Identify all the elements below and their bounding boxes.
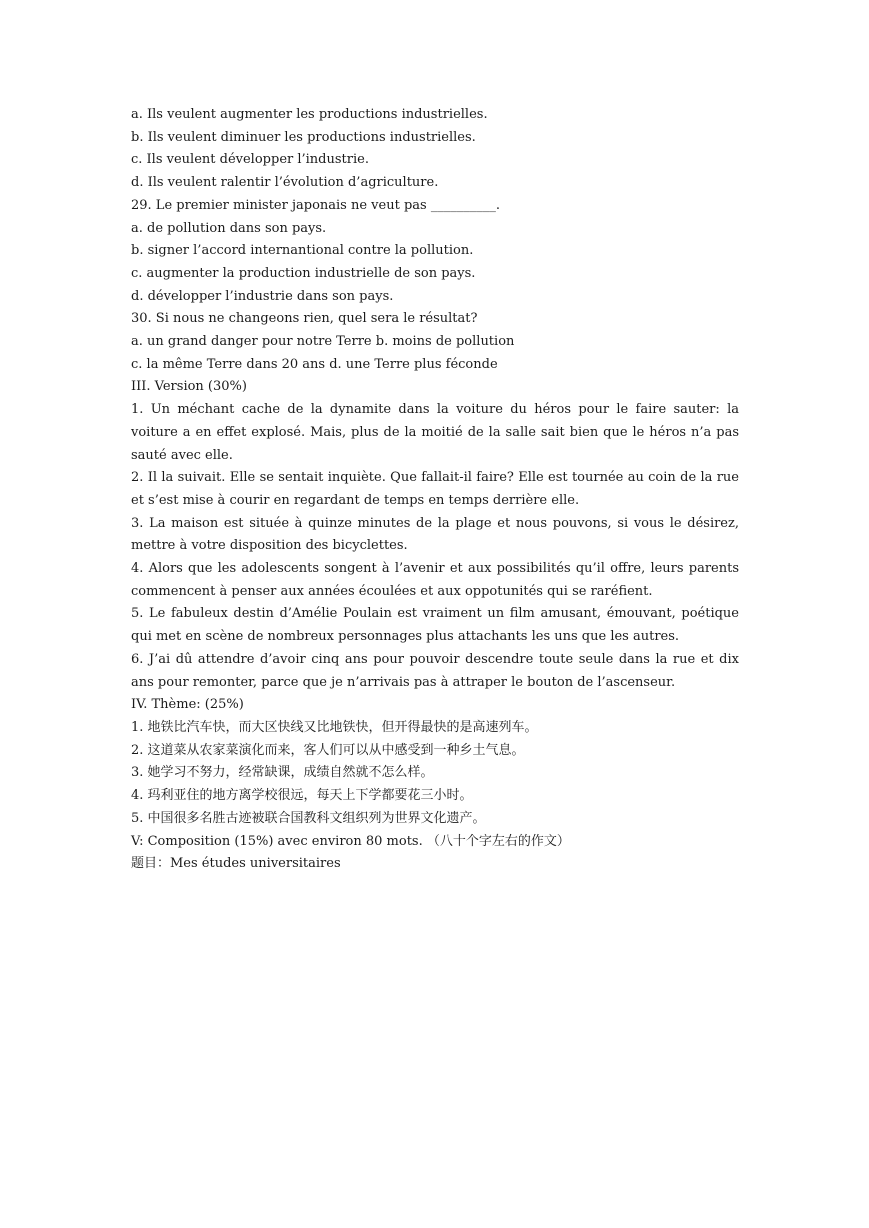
q29-option-a: a. de pollution dans son pays. bbox=[131, 220, 327, 236]
version-item-2: 2. Il la suivait. Elle se sentait inquiète. Que fallait-il faire? Elle est tournée au coin de la rue et s’est mise à courir en regardant de temps en temps derrière elle. bbox=[131, 470, 739, 508]
q29-option-d: d. développer l’industrie dans son pays. bbox=[131, 288, 394, 304]
q30-options-cd: c. la même Terre dans 20 ans d. une Terre plus féconde bbox=[131, 356, 498, 372]
q28-option-c: c. Ils veulent développer l’industrie. bbox=[131, 152, 369, 168]
version-heading: III. Version (30%) bbox=[131, 379, 247, 395]
version-item-5: 5. Le fabuleux destin d’Amélie Poulain est vraiment un film amusant, émouvant, poétique qui met en scène de nombreux personnages plus attachants les uns que les autres. bbox=[131, 606, 739, 645]
composition-heading: V: Composition (15%) avec environ 80 mots. （八十个字左右的作文） bbox=[131, 833, 570, 849]
theme-item-5: 5. 中国很多名胜古迹被联合国教科文组织列为世界文化遗产。 bbox=[131, 810, 486, 826]
q30-question: 30. Si nous ne changeons rien, quel sera le résultat? bbox=[131, 311, 478, 327]
version-item-3: 3. La maison est située à quinze minutes de la plage et nous pouvons, si vous le désirez, mettre à votre disposition des bicyclettes. bbox=[131, 515, 739, 554]
exam-page bbox=[131, 104, 739, 876]
question-28-options bbox=[131, 104, 739, 195]
q29-option-c: c. augmenter la production industrielle de son pays. bbox=[131, 265, 476, 281]
question-29 bbox=[131, 195, 739, 309]
theme-item-1: 1. 地铁比汽车快，而大区快线又比地铁快，但开得最快的是高速列车。 bbox=[131, 719, 538, 735]
composition-topic: 题目：Mes études universitaires bbox=[131, 856, 341, 872]
theme-item-4: 4. 玛利亚住的地方离学校很远，每天上下学都要花三小时。 bbox=[131, 788, 473, 804]
q29-question: 29. Le premier minister japonais ne veut pas __________. bbox=[131, 197, 500, 213]
theme-section bbox=[131, 694, 739, 830]
theme-item-3: 3. 她学习不努力，经常缺课，成绩自然就不怎么样。 bbox=[131, 765, 434, 781]
version-section bbox=[131, 376, 739, 694]
q29-option-b: b. signer l’accord internantional contre la pollution. bbox=[131, 243, 474, 259]
q28-option-a: a. Ils veulent augmenter les productions industrielles. bbox=[131, 107, 488, 122]
q28-option-d: d. Ils veulent ralentir l’évolution d’agriculture. bbox=[131, 175, 439, 191]
question-30 bbox=[131, 308, 739, 376]
theme-heading: IV. Thème: (25%) bbox=[131, 697, 244, 713]
version-item-6: 6. J’ai dû attendre d’avoir cinq ans pour pouvoir descendre toute seule dans la rue et dix ans pour remonter, parce que je n’arrivais pas à attraper le bouton de l’ascenseur. bbox=[131, 651, 739, 690]
version-item-1: 1. Un méchant cache de la dynamite dans la voiture du héros pour le faire sauter: la voiture a en effet explosé. Mais, plus de la moitié de la salle sait bien que le héros n’a pas sauté avec elle. bbox=[131, 402, 739, 463]
composition-section bbox=[131, 831, 739, 876]
q28-option-b: b. Ils veulent diminuer les productions industrielles. bbox=[131, 129, 476, 145]
version-item-4: 4. Alors que les adolescents songent à l’avenir et aux possibilités qu’il offre, leurs parents commencent à penser aux années écoulées et aux oppotunités qui se raréfient. bbox=[131, 561, 739, 599]
q30-options-ab: a. un grand danger pour notre Terre b. moins de pollution bbox=[131, 334, 515, 350]
theme-item-2: 2. 这道菜从农家菜演化而来，客人们可以从中感受到一种乡土气息。 bbox=[131, 742, 525, 758]
